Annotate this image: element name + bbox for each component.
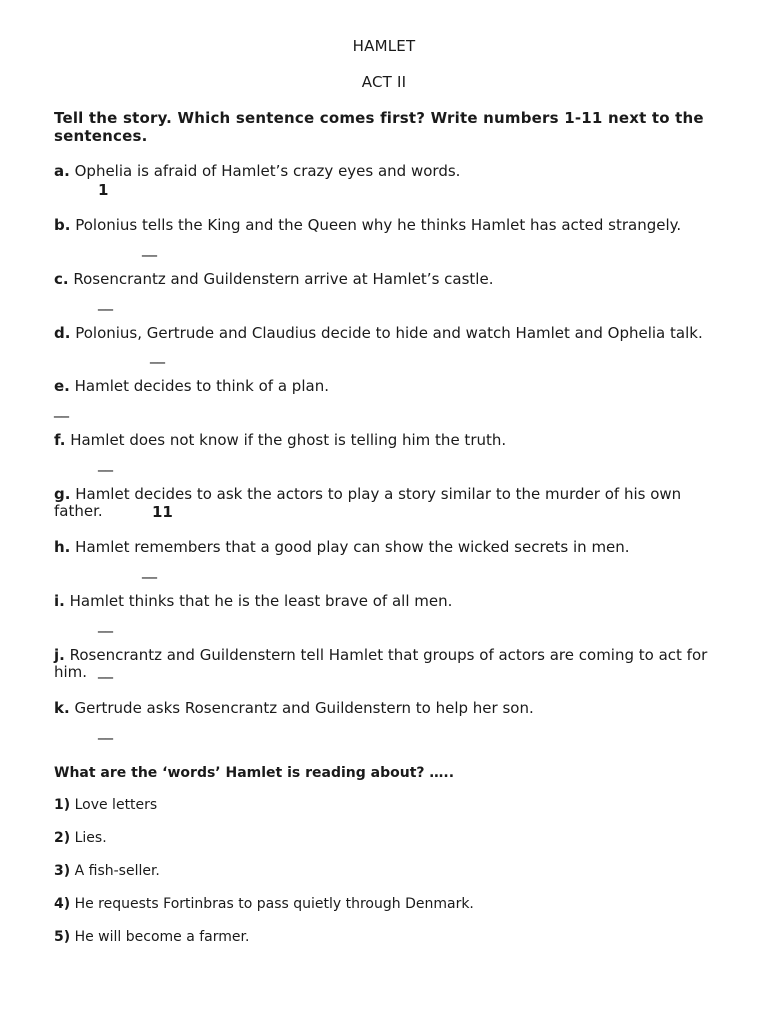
sentence-item-i	[54, 593, 724, 610]
option-item-4[interactable]	[54, 896, 724, 913]
item-letter: k.	[54, 699, 70, 717]
item-text: Rosencrantz and Guildenstern tell Hamlet that groups of actors are coming to act for him.	[54, 646, 708, 681]
item-text: Hamlet does not know if the ghost is telling him the truth.	[70, 431, 507, 449]
document-title: HAMLET	[352, 37, 416, 55]
option-number: 1)	[54, 797, 71, 813]
item-text: Hamlet decides to think of a plan.	[74, 377, 329, 395]
option-item-5[interactable]	[54, 929, 724, 946]
item-letter: h.	[54, 538, 71, 556]
option-text: A fish-seller.	[74, 863, 160, 879]
answer-b[interactable]: __	[142, 239, 157, 257]
item-letter: f.	[54, 431, 66, 449]
sentence-item-e	[54, 378, 724, 395]
item-letter: e.	[54, 377, 70, 395]
sentence-item-b	[54, 217, 724, 234]
instruction-text: Tell the story. Which sentence comes first? Write numbers 1-11 next to the sentences.	[54, 109, 704, 145]
sentence-item-c	[54, 271, 724, 288]
option-text: Love letters	[74, 797, 158, 813]
sentence-item-d	[54, 325, 724, 342]
option-item-2[interactable]	[54, 830, 724, 847]
document-subtitle: ACT II	[361, 73, 407, 91]
sentence-item-k	[54, 700, 724, 717]
item-letter: c.	[54, 270, 69, 288]
option-text: Lies.	[74, 830, 107, 846]
item-letter: i.	[54, 592, 65, 610]
option-item-3[interactable]	[54, 863, 724, 880]
answer-g[interactable]: 11	[152, 503, 173, 521]
item-text: Ophelia is afraid of Hamlet’s crazy eyes and words.	[74, 162, 461, 180]
item-letter: a.	[54, 162, 70, 180]
sentence-item-a	[54, 163, 724, 180]
option-number: 4)	[54, 896, 71, 912]
option-number: 2)	[54, 830, 71, 846]
sentence-item-f	[54, 432, 724, 449]
answer-f[interactable]: __	[98, 454, 113, 472]
sentence-item-j	[54, 647, 724, 681]
option-number: 5)	[54, 929, 71, 945]
question-text: What are the ‘words’ Hamlet is reading about? …..	[54, 765, 455, 781]
sentence-item-h	[54, 539, 724, 556]
answer-k[interactable]: __	[98, 722, 113, 740]
answer-i[interactable]: __	[98, 615, 113, 633]
item-text: Hamlet thinks that he is the least brave of all men.	[69, 592, 453, 610]
answer-d[interactable]: __	[150, 346, 165, 364]
item-text: Rosencrantz and Guildenstern arrive at Hamlet’s castle.	[73, 270, 494, 288]
answer-c[interactable]: __	[98, 293, 113, 311]
answer-h[interactable]: __	[142, 561, 157, 579]
option-number: 3)	[54, 863, 71, 879]
item-text: Gertrude asks Rosencrantz and Guildenstern to help her son.	[74, 699, 534, 717]
option-item-1[interactable]	[54, 797, 724, 814]
option-text: He will become a farmer.	[74, 929, 250, 945]
item-letter: g.	[54, 485, 71, 503]
item-text: Polonius tells the King and the Queen why he thinks Hamlet has acted strangely.	[75, 216, 682, 234]
answer-e[interactable]: __	[54, 400, 69, 418]
item-text: Hamlet decides to ask the actors to play a story similar to the murder of his own father.	[54, 485, 682, 520]
answer-a[interactable]: 1	[98, 181, 109, 199]
item-text: Hamlet remembers that a good play can show the wicked secrets in men.	[75, 538, 630, 556]
answer-j[interactable]: __	[98, 661, 113, 679]
item-letter: d.	[54, 324, 71, 342]
item-text: Polonius, Gertrude and Claudius decide to hide and watch Hamlet and Ophelia talk.	[75, 324, 703, 342]
option-text: He requests Fortinbras to pass quietly through Denmark.	[74, 896, 474, 912]
item-letter: j.	[54, 646, 65, 664]
item-letter: b.	[54, 216, 71, 234]
